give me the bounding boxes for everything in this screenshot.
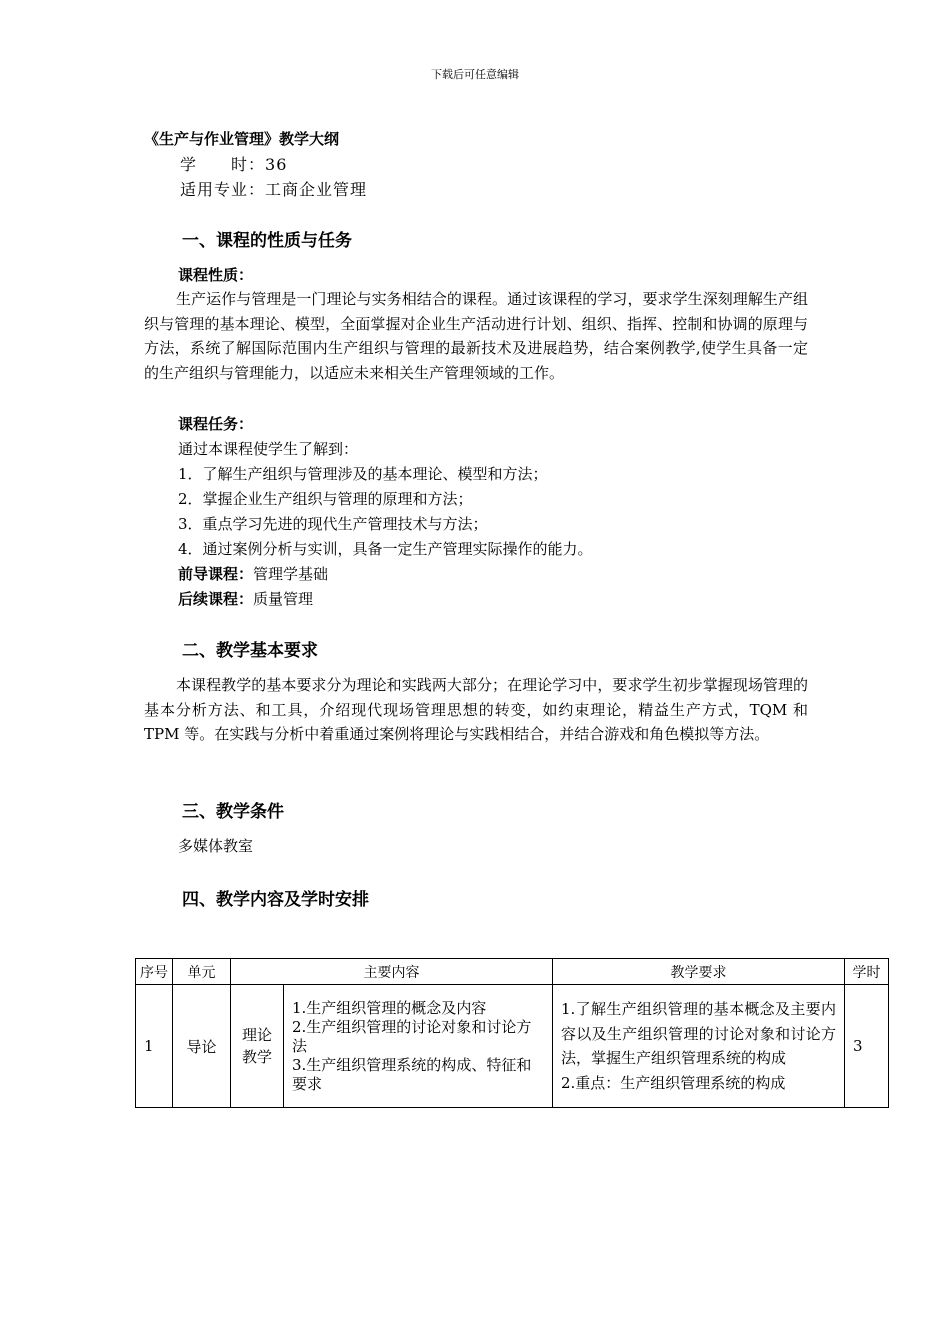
row-type <box>231 985 284 1108</box>
content-item: 3.生产组织管理系统的构成、特征和要求 <box>292 1055 532 1093</box>
prereq-value: 管理学基础 <box>253 565 329 583</box>
header-cell-no: 序号 <box>136 959 173 985</box>
row-no: 1 <box>136 985 173 1108</box>
task-item: 2．掌握企业生产组织与管理的原理和方法； <box>178 490 473 508</box>
task-item: 1．了解生产组织与管理涉及的基本理论、模型和方法； <box>178 465 548 483</box>
conditions-text: 多媒体教室 <box>178 837 254 855</box>
page-header: 下载后可任意编辑 <box>431 68 519 81</box>
content-item: 1.生产组织管理的概念及内容 <box>292 998 487 1017</box>
major-line <box>180 177 367 200</box>
followup-label: 后续课程： <box>178 590 254 608</box>
header-cell-requirement: 教学要求 <box>553 959 845 985</box>
followup-value: 质量管理 <box>253 590 314 608</box>
table-header-row <box>136 959 889 985</box>
section4-heading: 四、教学内容及学时安排 <box>182 890 369 910</box>
prereq-line <box>178 563 328 584</box>
requirement-item: 1.了解生产组织管理的基本概念及主要内容以及生产组织管理的讨论对象和讨论方法，掌握生产组织管理系统的构成 <box>561 1000 836 1067</box>
hours-label: 学 时： <box>180 155 266 174</box>
header-cell-unit: 单元 <box>173 959 231 985</box>
section2-heading: 二、教学基本要求 <box>182 641 318 661</box>
header-cell-hours: 学时 <box>845 959 889 985</box>
task-item: 4．通过案例分析与实训，具备一定生产管理实际操作的能力。 <box>178 540 593 558</box>
document-title: 《生产与作业管理》教学大纲 <box>144 130 340 148</box>
row-requirements <box>553 985 845 1108</box>
header-cell-content: 主要内容 <box>231 959 553 985</box>
hours-line <box>180 152 287 175</box>
row-type-line: 理论 <box>241 1026 272 1044</box>
nature-paragraph: 生产运作与管理是一门理论与实务相结合的课程。通过该课程的学习，要求学生深刻理解生产组织与管理的基本理论、模型，全面掌握对企业生产活动进行计划、组织、指挥、控制和协调的原理与方法，系统了解国际范围内生产组织与管理的最新技术及进展趋势，结合案例教学,使学生具备一定的生产组织与管理能力，以适应未来相关生产管理领域的工作。 <box>144 290 808 382</box>
task-item: 3．重点学习先进的现代生产管理技术与方法； <box>178 515 488 533</box>
row-contents <box>284 985 553 1108</box>
task-label: 课程任务： <box>178 415 254 433</box>
nature-label: 课程性质： <box>178 266 254 284</box>
row-unit: 导论 <box>173 985 231 1108</box>
row-hours: 3 <box>845 985 889 1108</box>
row-type-line: 教学 <box>241 1048 272 1066</box>
major-label: 适用专业： <box>180 180 266 199</box>
major-value: 工商企业管理 <box>265 180 368 199</box>
table-row <box>136 985 889 1108</box>
task-intro: 通过本课程使学生了解到： <box>178 440 359 458</box>
followup-line <box>178 588 313 609</box>
requirement-item: 2.重点：生产组织管理系统的构成 <box>561 1073 786 1092</box>
requirements-paragraph: 本课程教学的基本要求分为理论和实践两大部分；在理论学习中，要求学生初步掌握现场管理的基本分析方法、和工具，介绍现代现场管理思想的转变，如约束理论，精益生产方式，TQM 和 TPM 等。在实践与分析中着重通过案例将理论与实践相结合，并结合游戏和角色模拟等方法。 <box>144 676 808 743</box>
section3-heading: 三、教学条件 <box>182 802 284 822</box>
hours-value: 36 <box>265 155 288 174</box>
schedule-table <box>135 958 889 1108</box>
content-item: 2.生产组织管理的讨论对象和讨论方法 <box>292 1017 532 1055</box>
section1-heading: 一、课程的性质与任务 <box>182 231 352 251</box>
prereq-label: 前导课程： <box>178 565 254 583</box>
